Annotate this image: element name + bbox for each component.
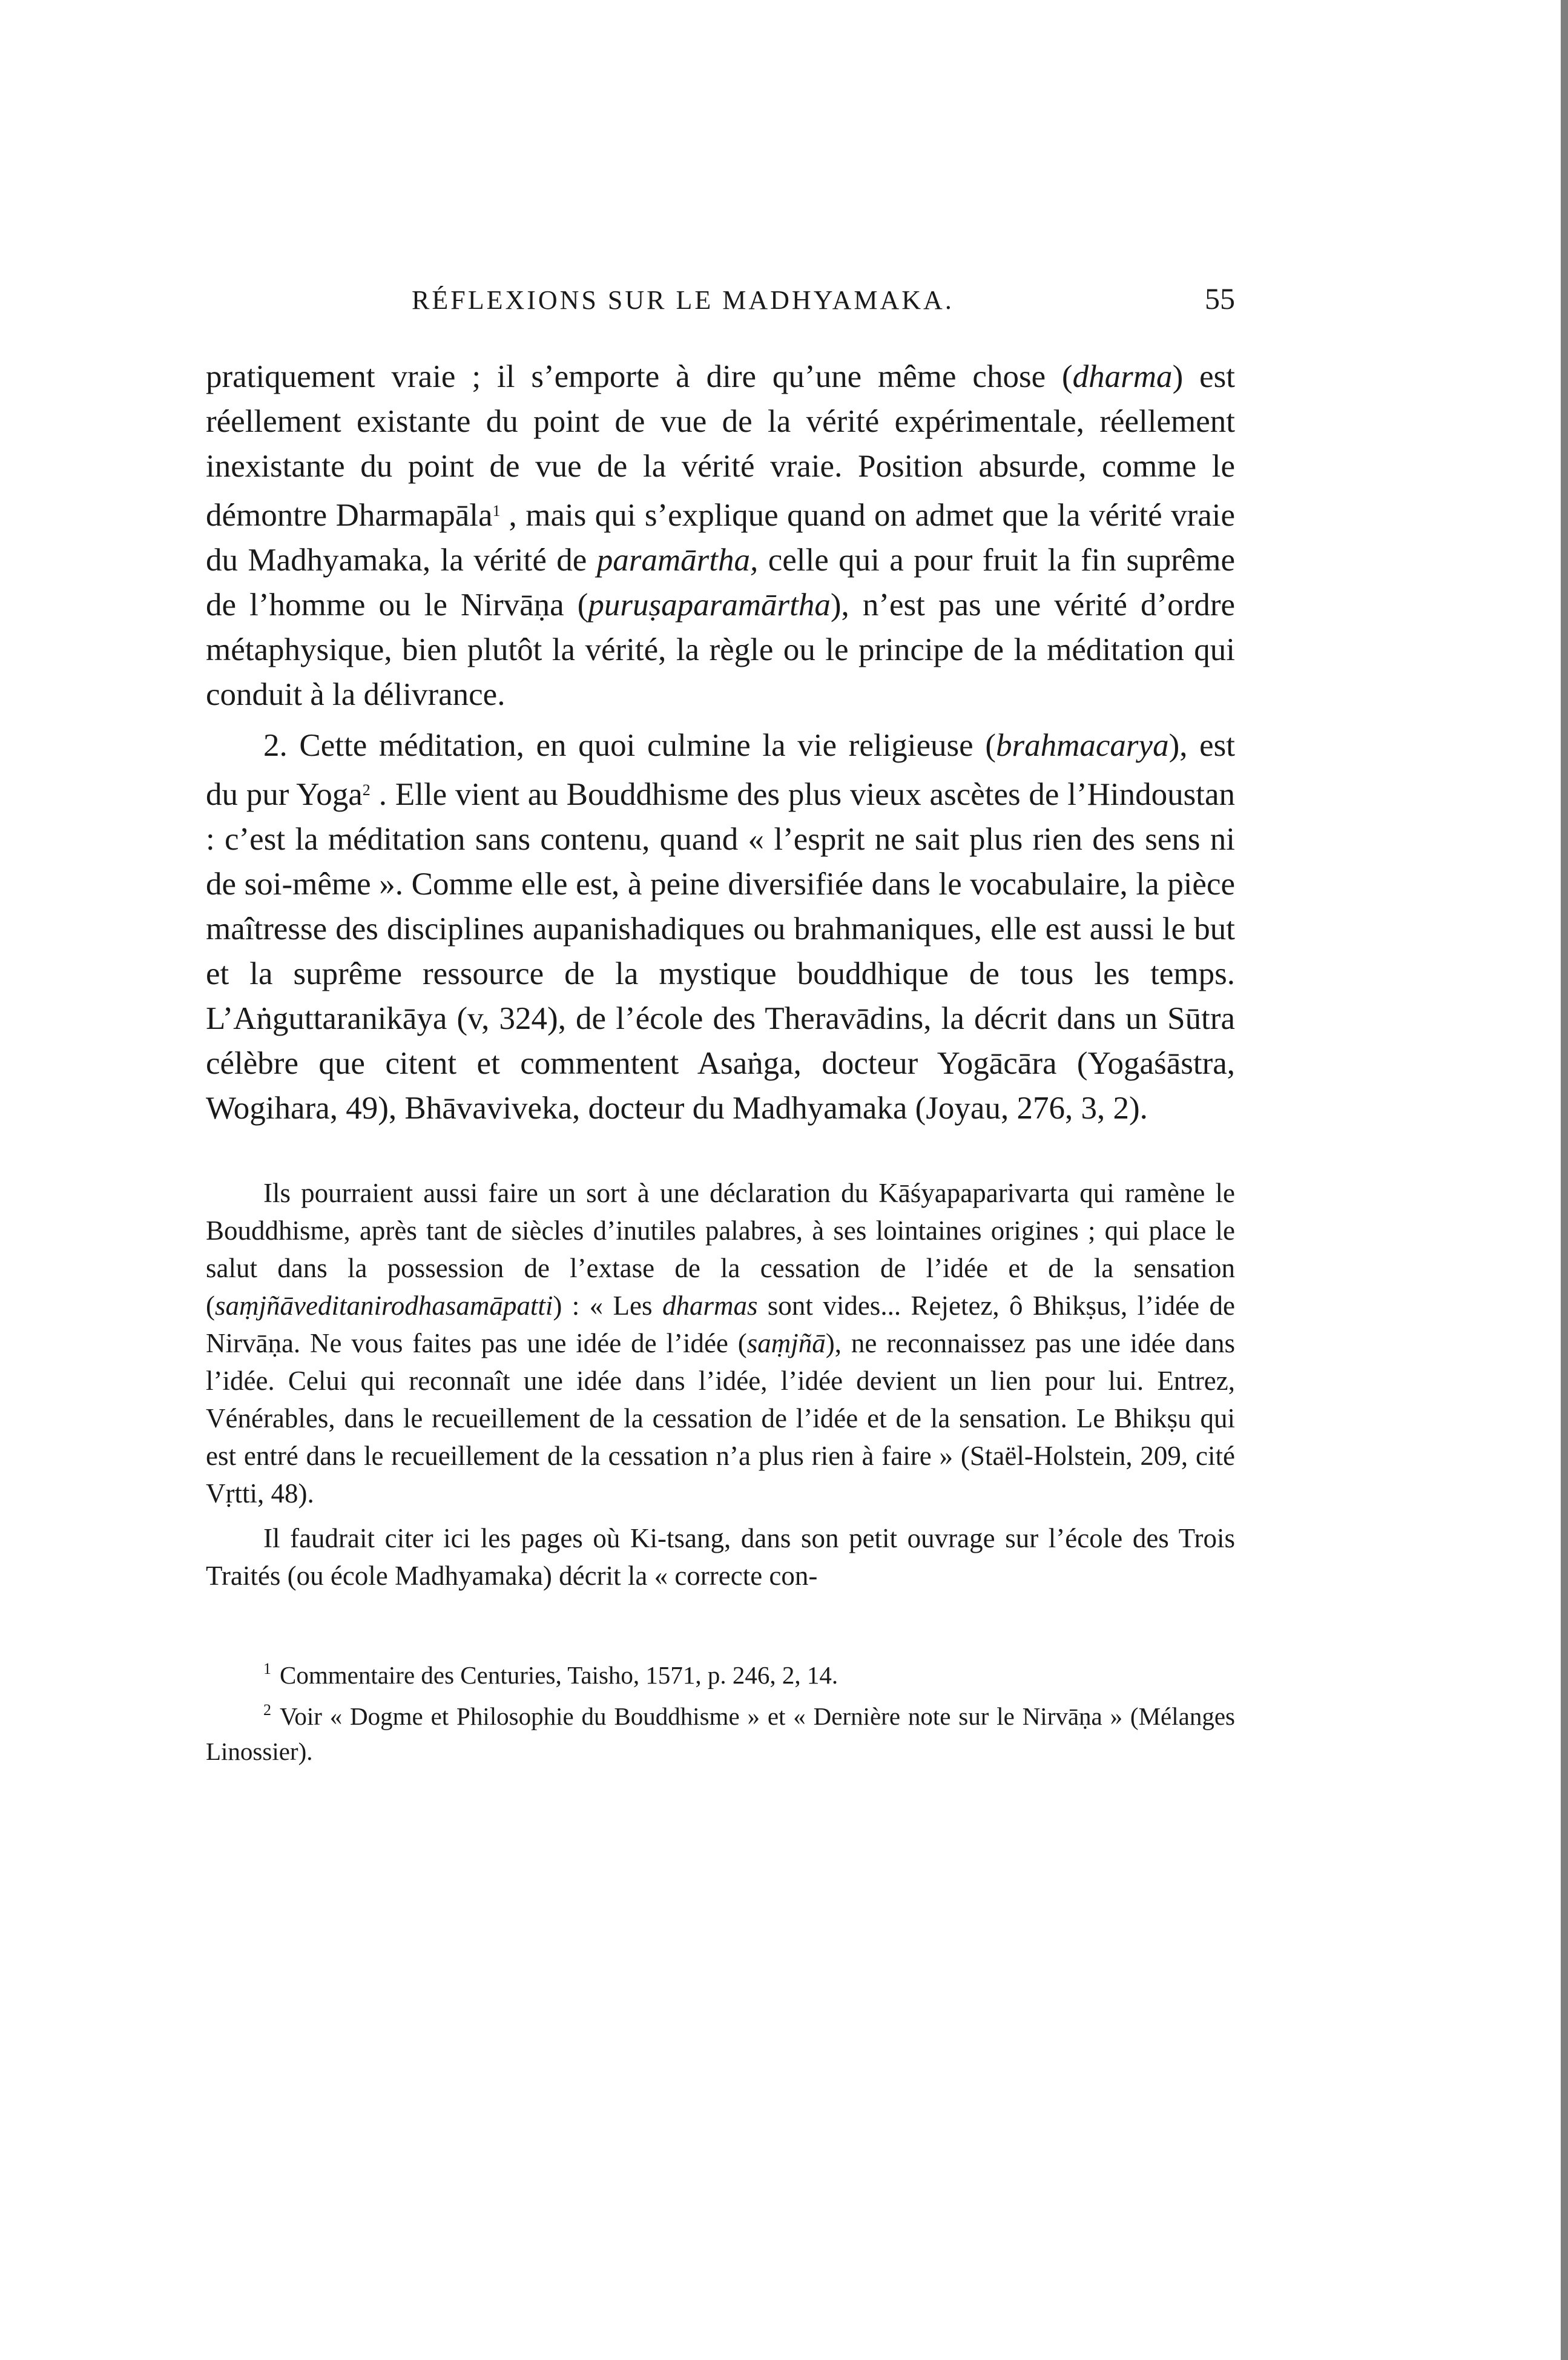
footnotes xyxy=(206,1651,1235,1769)
italic-term: puruṣaparamārtha xyxy=(588,587,831,623)
paragraph-2: 2. Cette méditation, en quoi culmine la vie religieuse (brahmacarya), est du pur Yoga$^2$ . Elle vient au Bouddhisme des plus vieux ascètes de l’Hindoustan : c’est la méditation sans contenu, quand « l’esprit ne sait plus rien des sens ni de soi-même ». Comme elle est, à peine diversifiée dans le vocabulaire, la pièce maîtresse des disciplines aupanishadiques ou brahmaniques, elle est aussi le but et la suprême ressource de la mystique bouddhique de tous les temps. L’Aṅguttaranikāya (v, 324), de l’école des Theravādins, la décrit dans un Sūtra célèbre que citent et commentent Asaṅga, docteur Yogācāra (Yogaśāstra, Wogihara, 49), Bhāvaviveka, docteur du Madhyamaka (Joyau, 276, 3, 2). xyxy=(206,728,1235,1126)
footnote-mark: 1 xyxy=(263,1660,271,1677)
footnote-2: $^2$ Voir « Dogme et Philosophie du Bouddhisme » et « Dernière note sur le Nirvāṇa » (Mélanges Linossier). xyxy=(206,1701,1235,1765)
italic-term: paramārtha, xyxy=(596,543,759,578)
main-text xyxy=(206,354,1235,1131)
small-print-section xyxy=(206,1174,1235,1595)
italic-term: dharmas xyxy=(662,1291,758,1321)
scan-edge-shadow xyxy=(1561,0,1568,2360)
paragraph-continued: pratiquement vraie ; il s’emporte à dire qu’une même chose (dharma) est réellement existante du point de vue de la vérité expérimentale, réellement inexistante du point de vue de la vérité vraie. Position absurde, comme le démontre Dharmapāla$^1$ , mais qui s’explique quand on admet que la vérité vraie du Madhyamaka, la vérité de paramārtha, celle qui a pour fruit la fin suprême de l’homme ou le Nirvāṇa (puruṣaparamārtha), n’est pas une vérité d’ordre métaphysique, bien plutôt la vérité, la règle ou le principe de la méditation qui conduit à la délivrance. xyxy=(206,359,1236,712)
italic-term: saṃjñā xyxy=(746,1328,826,1358)
page-number: 55 xyxy=(1205,282,1235,316)
footnote-ref-1: 1 xyxy=(492,502,501,520)
small-paragraph-1: Ils pourraient aussi faire un sort à une déclaration du Kāśyapaparivarta qui ramène le Bouddhisme, après tant de siècles d’inutiles palabres, à ses lointaines origines ; qui place le salut dans la possession de l’extase de la cessation de l’idée et de la sensation (saṃjñāveditanirodhasamāpatti) : « Les dharmas sont vides... Rejetez, ô Bhikṣus, l’idée de Nirvāṇa. Ne vous faites pas une idée de l’idée (saṃjñā), ne reconnaissez pas une idée dans l’idée. Celui qui reconnaît une idée dans l’idée, l’idée devient un lien pour lui. Entrez, Vénérables, dans le recueillement de la cessation de l’idée et de la sensation. Le Bhikṣu qui est entré dans le recueillement de la cessation n’a plus rien à faire » (Staël-Holstein, 209, cité Vṛtti, 48). xyxy=(206,1178,1235,1509)
small-paragraph-2: Il faudrait citer ici les pages où Ki-tsang, dans son petit ouvrage sur l’école des Trois Traités (ou école Madhyamaka) décrit la « correcte con- xyxy=(206,1523,1235,1591)
italic-term: dharma xyxy=(1072,359,1173,394)
running-title: RÉFLEXIONS SUR LE MADHYAMAKA. xyxy=(412,285,954,315)
italic-term: brahmacarya xyxy=(996,728,1169,763)
running-head xyxy=(206,282,1235,327)
footnote-1: $^1$ Commentaire des Centuries, Taisho, 1571, p. 246, 2, 14. xyxy=(263,1660,838,1689)
footnote-mark: 2 xyxy=(263,1701,271,1719)
footnote-ref-2: 2 xyxy=(362,781,371,799)
text-block xyxy=(206,354,1235,1769)
italic-term: saṃjñāveditanirodhasamāpatti xyxy=(215,1291,553,1321)
